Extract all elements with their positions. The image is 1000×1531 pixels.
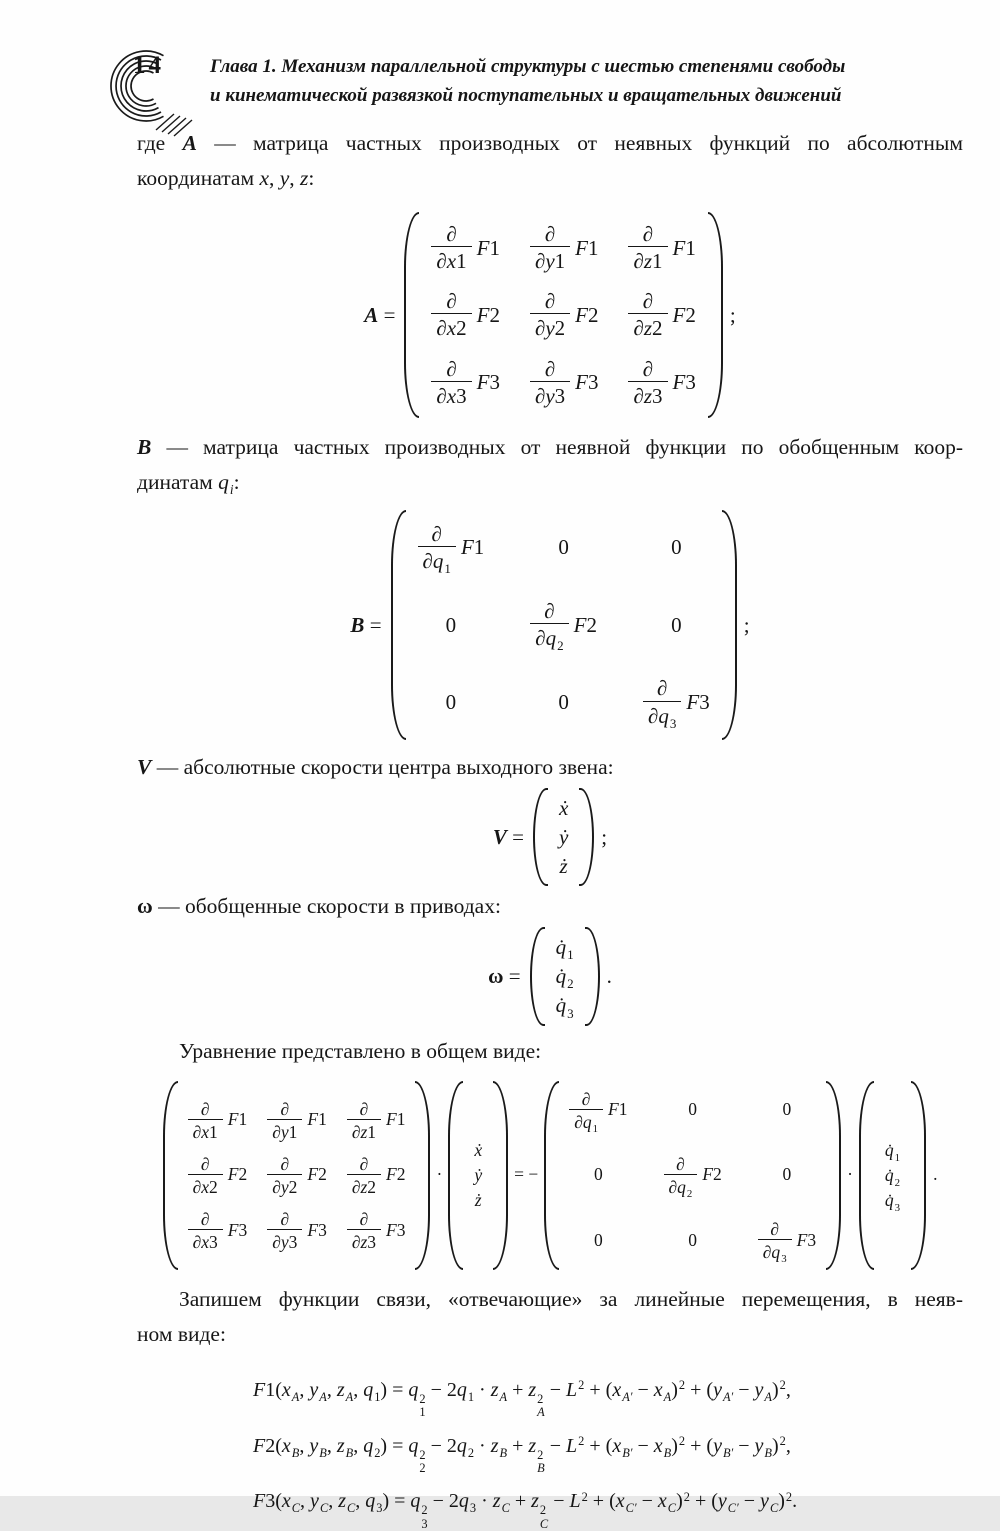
matrix-b-label: B = xyxy=(350,612,382,637)
left-parenthesis xyxy=(859,1081,874,1271)
vector-v-display xyxy=(137,788,963,886)
matrix-cell xyxy=(530,357,599,408)
fraction: $\frac{\partial}{\partial z1}$ xyxy=(347,1099,381,1142)
chapter-title-line2: и кинематической развязкой поступательных и вращательных движений xyxy=(210,85,842,106)
function-symbol: F2 xyxy=(227,1164,248,1185)
left-parenthesis xyxy=(404,212,419,418)
fraction: $\frac{\partial}{\partial z2}$ xyxy=(347,1154,381,1197)
chapter-title-line1: Глава 1. Механизм параллельной структуры с шестью степенями свободы xyxy=(210,56,846,77)
vector-v-label: V = xyxy=(492,824,524,849)
matrix-cell: 0 xyxy=(593,1229,603,1250)
matrix-cell xyxy=(569,1088,628,1135)
fraction: $\frac{\partial}{\partial x1}$ xyxy=(188,1099,223,1142)
fraction: $\frac{\partial}{\partial q_1}$ xyxy=(569,1089,603,1132)
function-symbol: F1 xyxy=(460,535,485,560)
matrix-cell xyxy=(267,1209,327,1252)
matrix-cell xyxy=(628,357,695,408)
vector-omega-column xyxy=(553,927,577,1025)
function-symbol: F3 xyxy=(307,1219,327,1240)
fraction: $\frac{\partial}{\partial y2}$ xyxy=(530,289,570,340)
matrix-cell xyxy=(188,1154,248,1197)
function-symbol: F2 xyxy=(307,1164,327,1185)
function-symbol: F3 xyxy=(686,689,710,714)
vector-omega-display xyxy=(137,927,963,1025)
matrix-cell xyxy=(431,289,500,340)
matrix-cell xyxy=(530,599,597,654)
function-symbol: F2 xyxy=(575,302,599,327)
function-symbol: F1 xyxy=(575,235,599,260)
page-number: 14 xyxy=(133,52,164,79)
matrix-cell: 0 xyxy=(688,1229,698,1250)
matrix-cell xyxy=(267,1099,327,1142)
function-symbol: F1 xyxy=(476,235,500,260)
vector-entry: $q̇_1$ xyxy=(884,1140,901,1164)
vector-entry: ż xyxy=(474,1190,482,1211)
function-symbol: F3 xyxy=(672,370,696,395)
matrix-cell: 0 xyxy=(593,1164,603,1185)
intro-paragraph xyxy=(137,126,963,196)
fraction: $\frac{\partial}{\partial x2}$ xyxy=(431,289,471,340)
vector-entry: $q̇_3$ xyxy=(555,993,574,1021)
intro-line2: координатам x, y, z: xyxy=(137,166,315,190)
matrix-cell: 0 xyxy=(782,1164,792,1185)
matrix-cell: 0 xyxy=(558,535,569,560)
function-symbol: F1 xyxy=(227,1109,248,1130)
function-symbol: F3 xyxy=(227,1219,248,1240)
fraction: $\frac{\partial}{\partial q_1}$ xyxy=(418,522,456,573)
matrix-b-grid xyxy=(414,510,714,740)
fraction: $\frac{\partial}{\partial x1}$ xyxy=(431,222,471,273)
matrix-cell: 0 xyxy=(671,535,682,560)
fraction: $\frac{\partial}{\partial x2}$ xyxy=(188,1154,223,1197)
matrix-cell xyxy=(188,1209,248,1252)
function-symbol: F1 xyxy=(608,1099,628,1120)
matrix-cell xyxy=(188,1099,248,1142)
intro-line1: где A — матрица частных производных от неявных функций по абсолютным xyxy=(137,131,963,155)
matrix-b-line1: B — матрица частных производных от неявной функции по обобщенным коор- xyxy=(137,434,963,459)
vector-v-punctuation: ; xyxy=(601,824,608,849)
vector-omega-paragraph: ω — обобщенные скорости в приводах: xyxy=(137,894,501,919)
matrix-cell xyxy=(530,222,599,273)
vector-entry: ẏ xyxy=(558,824,569,849)
fraction: $\frac{\partial}{\partial y1}$ xyxy=(267,1099,302,1142)
function-symbol: F1 xyxy=(386,1109,406,1130)
function-symbol: F3 xyxy=(476,370,500,395)
matrix-a-display xyxy=(137,212,963,418)
matrix-cell xyxy=(530,289,599,340)
matrix-cell: 0 xyxy=(671,612,682,637)
equation-f2: $F2(x_B$, $y_B$, $z_B$, $q_2) = q$ 2 2 − $2q_2 \cdot z_B + z$ 2 B − $L^2 + (x_{B'} - x_B)^2 + (y_{B'} - y_B)^2$, xyxy=(253,1434,791,1476)
matrix-b-paragraph xyxy=(137,430,963,500)
fraction: $\frac{\partial}{\partial q_3}$ xyxy=(758,1219,792,1262)
matrix-cell xyxy=(758,1219,817,1266)
matrix-cell: 0 xyxy=(445,689,457,714)
matrix-cell xyxy=(643,676,710,731)
matrix-cell: 0 xyxy=(445,612,457,637)
link-functions-paragraph xyxy=(137,1282,963,1352)
vector-entry: $q̇_2$ xyxy=(555,964,574,992)
matrix-cell xyxy=(347,1154,406,1197)
page-body xyxy=(137,126,963,1531)
matrix-cell: 0 xyxy=(782,1099,792,1120)
matrix-cell xyxy=(347,1209,406,1252)
vector-v-paragraph: V — абсолютные скорости центра выходного звена: xyxy=(137,754,614,779)
vector-entry: ẏ xyxy=(474,1165,483,1186)
fraction: $\frac{\partial}{\partial y3}$ xyxy=(530,357,570,408)
function-symbol: F2 xyxy=(573,612,597,637)
fraction: $\frac{\partial}{\partial q_2}$ xyxy=(530,599,568,650)
function-symbol: F2 xyxy=(476,302,500,327)
left-parenthesis xyxy=(448,1081,463,1271)
multiplication-dot: · xyxy=(436,1164,443,1185)
function-symbol: F1 xyxy=(307,1109,327,1130)
fraction: $\frac{\partial}{\partial z1}$ xyxy=(628,222,667,273)
matrix-cell xyxy=(267,1154,327,1197)
matrix-cell xyxy=(347,1099,406,1142)
function-symbol: F3 xyxy=(386,1219,406,1240)
function-symbol: F3 xyxy=(575,370,599,395)
fraction: $\frac{\partial}{\partial y2}$ xyxy=(267,1154,302,1197)
left-parenthesis xyxy=(533,788,548,886)
fraction: $\frac{\partial}{\partial z3}$ xyxy=(628,357,667,408)
matrix-cell xyxy=(431,357,500,408)
function-symbol: F2 xyxy=(672,302,696,327)
right-parenthesis xyxy=(579,788,594,886)
function-symbol: F1 xyxy=(672,235,696,260)
chapter-title xyxy=(210,52,910,110)
left-parenthesis xyxy=(391,510,406,740)
right-parenthesis xyxy=(708,212,723,418)
left-parenthesis xyxy=(163,1081,178,1271)
matrix-cell xyxy=(628,222,695,273)
right-parenthesis xyxy=(415,1081,430,1271)
fraction: $\frac{\partial}{\partial z3}$ xyxy=(347,1209,381,1252)
vector-entry: $q̇_1$ xyxy=(555,935,574,963)
fraction: $\frac{\partial}{\partial q_3}$ xyxy=(643,676,681,727)
left-parenthesis xyxy=(544,1081,559,1271)
vector-entry: $q̇_3$ xyxy=(884,1190,901,1214)
vector-entry: ż xyxy=(559,853,568,878)
multiplication-dot: · xyxy=(847,1164,853,1185)
constraint-equations xyxy=(253,1364,963,1531)
link-functions-line2: ном виде: xyxy=(137,1322,226,1347)
equation-f3: $F3(x_C$, $y_C$, $z_C$, $q_3) = q$ 2 3 − $2q_3 \cdot z_C + z$ 2 C − $L^2 + (x_{C'} - x_C)^2 + (y_{C'} - y_C)^2$. xyxy=(253,1489,798,1531)
matrix-cell xyxy=(664,1153,722,1201)
matrix-cell: 0 xyxy=(558,689,569,714)
matrix-b-punctuation: ; xyxy=(743,612,750,637)
function-symbol: F2 xyxy=(702,1164,722,1185)
equation-vector-v-column xyxy=(471,1132,485,1218)
matrix-b-display xyxy=(137,510,963,740)
equation-vector-omega-column xyxy=(882,1132,903,1218)
fraction: $\frac{\partial}{\partial q_2}$ xyxy=(664,1154,698,1197)
equals-minus-sign: = − xyxy=(514,1164,539,1185)
vector-v-column xyxy=(556,788,571,886)
matrix-a-grid xyxy=(427,212,699,418)
vector-entry: ẋ xyxy=(558,795,569,820)
matrix-cell xyxy=(418,521,485,577)
equation-f1: $F1(x_A$, $y_A$, $z_A$, $q_1) = q$ 2 1 − $2q_1 \cdot z_A + z$ 2 A − $L^2 + (x_{A'} - x_A)^2 + (y_{A'} - y_A)^2$, xyxy=(253,1378,791,1420)
fraction: $\frac{\partial}{\partial z2}$ xyxy=(628,289,667,340)
left-parenthesis xyxy=(530,927,545,1025)
general-equation-paragraph: Уравнение представлено в общем виде: xyxy=(179,1038,542,1063)
vector-entry: $q̇_2$ xyxy=(884,1165,901,1189)
matrix-cell: 0 xyxy=(688,1099,698,1120)
matrix-cell xyxy=(431,222,500,273)
vector-entry: ẋ xyxy=(474,1140,483,1161)
link-functions-line1: Запишем функции связи, «отвечающие» за линейные перемещения, в неяв- xyxy=(179,1287,963,1312)
right-parenthesis xyxy=(722,510,737,740)
right-parenthesis xyxy=(911,1081,926,1271)
matrix-a-punctuation: ; xyxy=(729,302,736,327)
right-parenthesis xyxy=(826,1081,841,1271)
right-parenthesis xyxy=(585,927,600,1025)
matrix-b-line2: динатам $q_i$: xyxy=(137,469,240,498)
general-equation-display xyxy=(137,1081,963,1271)
fraction: $\frac{\partial}{\partial x3}$ xyxy=(431,357,471,408)
equation-period: . xyxy=(933,1164,938,1185)
function-symbol: F2 xyxy=(386,1164,406,1185)
vector-omega-label: ω = xyxy=(488,964,521,989)
fraction: $\frac{\partial}{\partial x3}$ xyxy=(188,1209,223,1252)
equation-matrix-a-grid xyxy=(186,1091,408,1261)
matrix-cell xyxy=(628,289,695,340)
equation-matrix-b-grid xyxy=(567,1081,818,1271)
vector-omega-punctuation: . xyxy=(606,964,612,989)
matrix-a-label: A = xyxy=(364,302,396,327)
fraction: $\frac{\partial}{\partial y3}$ xyxy=(267,1209,302,1252)
function-symbol: F3 xyxy=(796,1229,817,1250)
fraction: $\frac{\partial}{\partial y1}$ xyxy=(530,222,570,273)
right-parenthesis xyxy=(493,1081,508,1271)
